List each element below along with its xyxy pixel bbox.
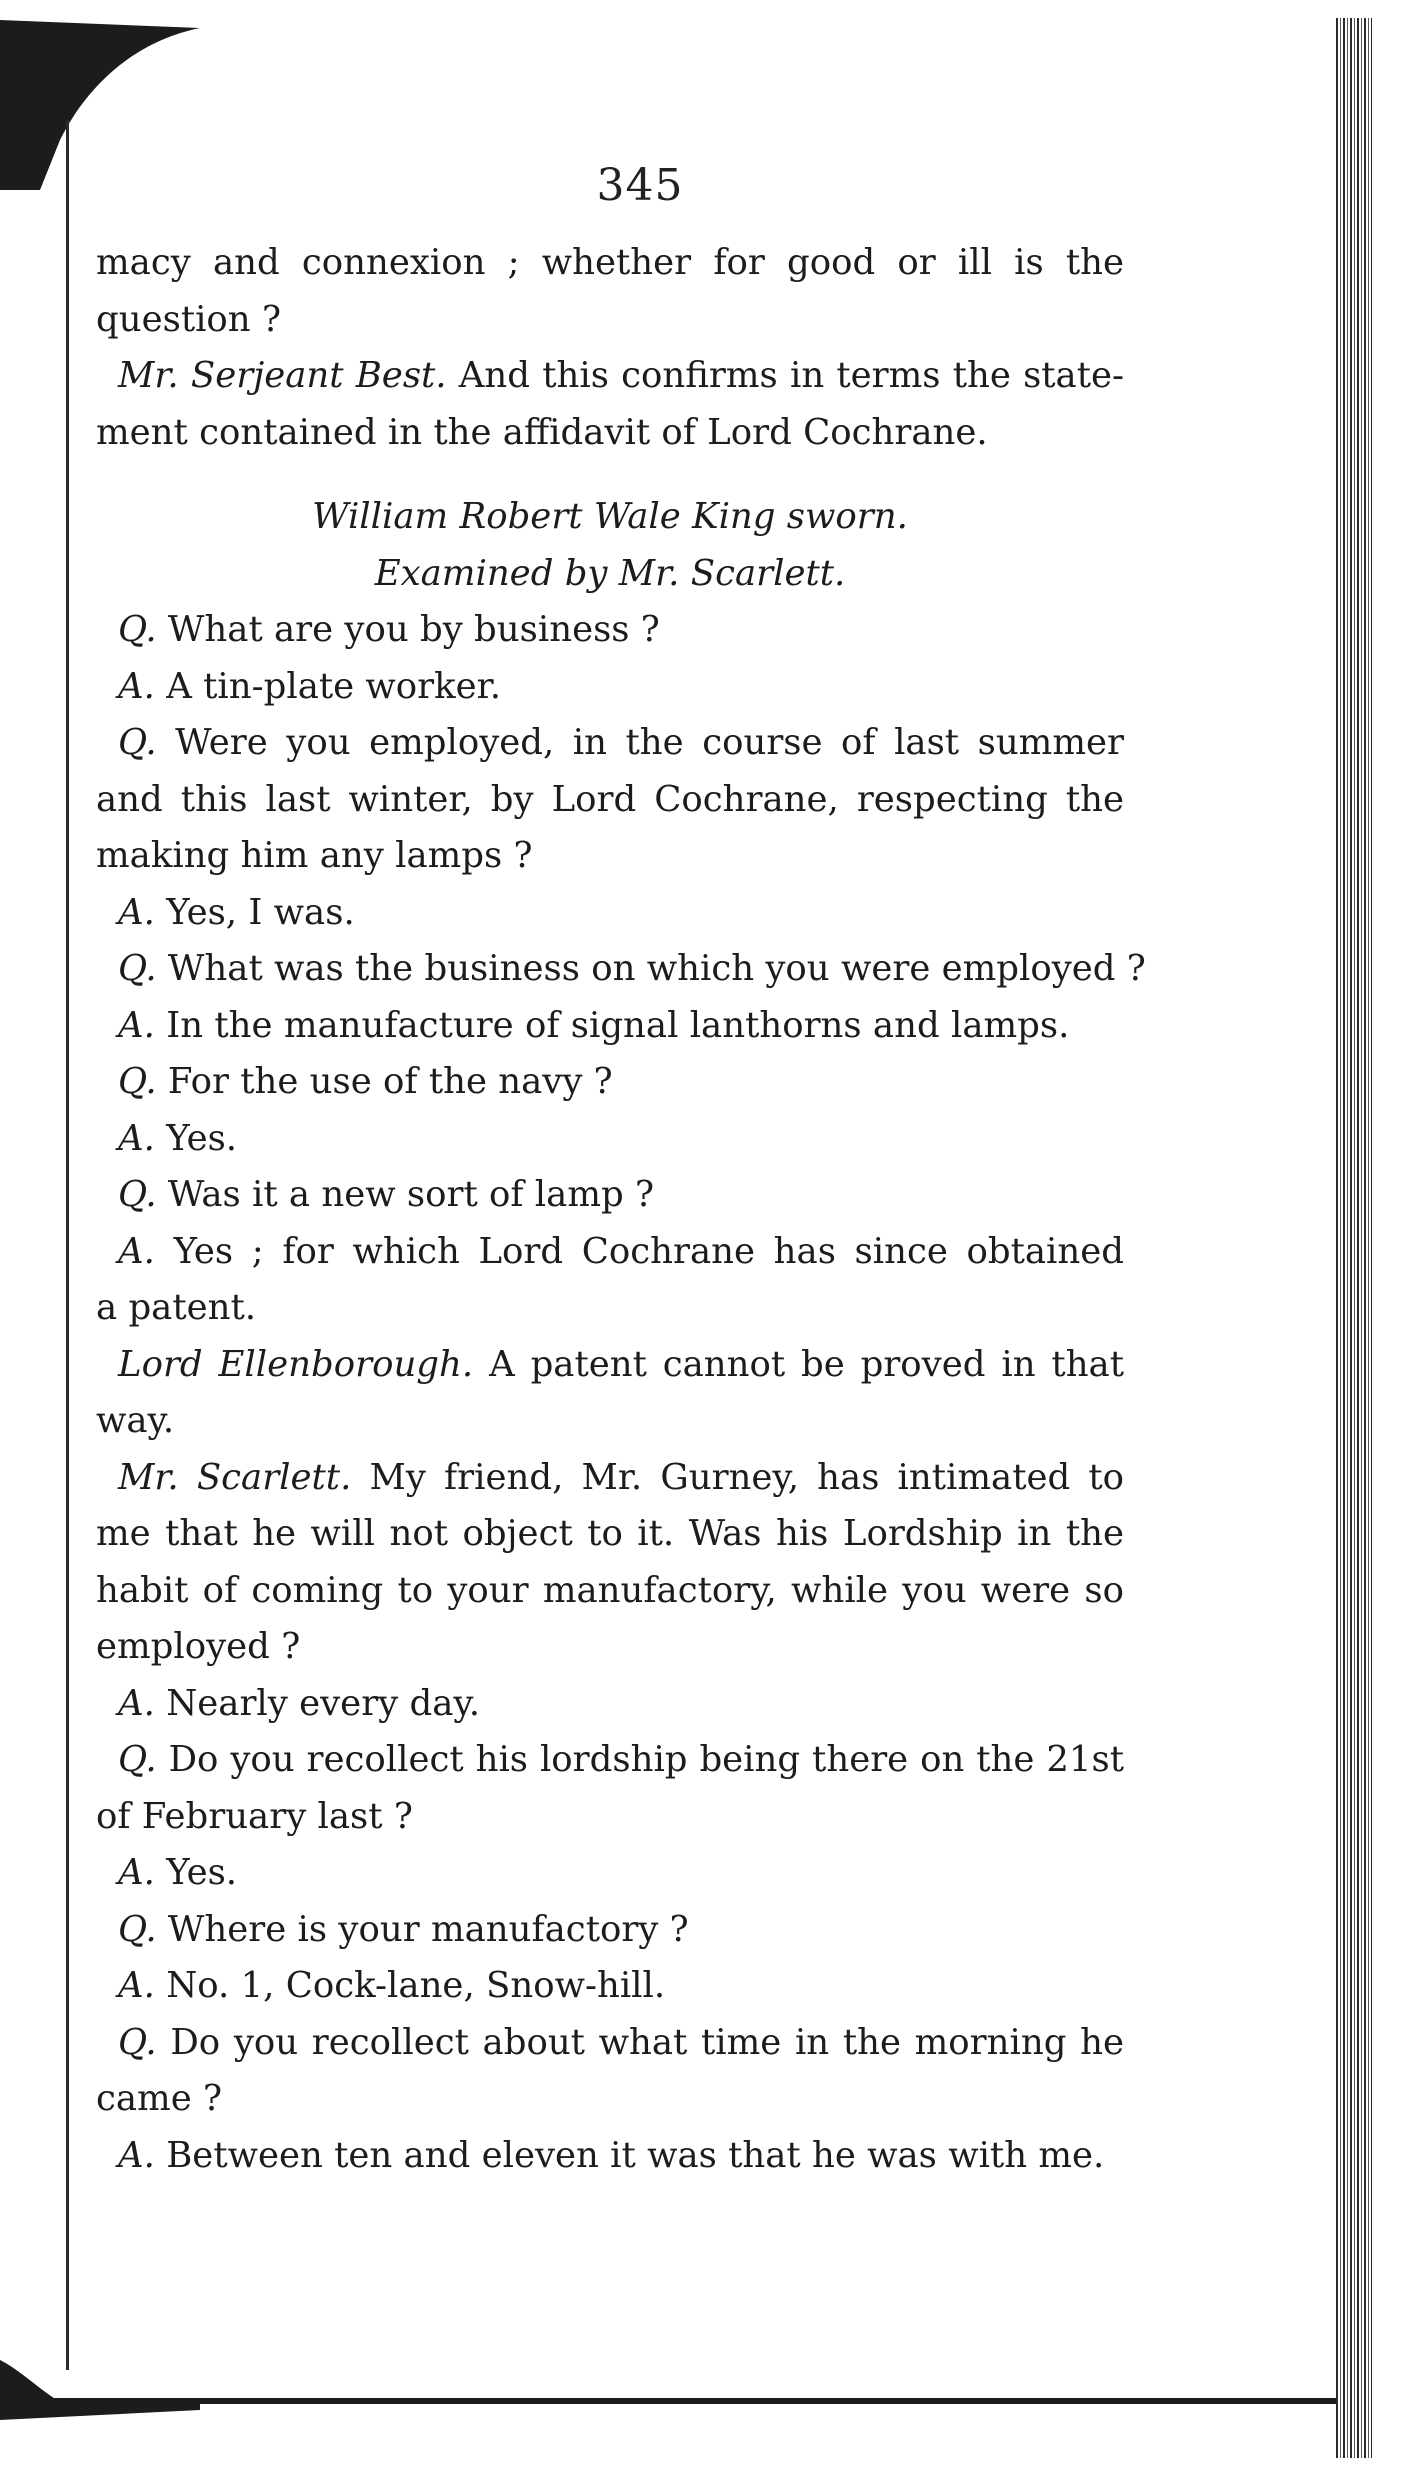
speaker-line (96, 1337, 1124, 1394)
qa-label: A. (118, 891, 155, 933)
qa-line (96, 941, 1146, 998)
qa-line (96, 1958, 1124, 2015)
line-text: macy and connexion ; whether for good or ill is the (96, 242, 1124, 283)
qa-line (96, 715, 1124, 772)
line-text: Yes. (166, 1117, 238, 1159)
line-text: habit of coming to your manufactory, while you were so (96, 1569, 1124, 1611)
page-bottom-edge (40, 2398, 1340, 2404)
line-text: A tin-plate worker. (166, 665, 502, 707)
qa-label: Q. (118, 1061, 157, 1102)
line-text: No. 1, Cock-lane, Snow-hill. (166, 1965, 666, 2006)
qa-label: A. (118, 1965, 155, 2006)
line-text: Were you employed, in the course of last summer (175, 722, 1124, 763)
section-gap (96, 461, 1124, 489)
line-text: me that he will not object to it. Was his Lordship in the (96, 1513, 1124, 1554)
page-body-text (96, 235, 1146, 2184)
qa-label: A. (118, 2134, 155, 2176)
speaker-line (96, 1450, 1124, 1507)
line-text: And this confirms in terms the state- (458, 355, 1124, 396)
section-heading: Examined by Mr. Scarlett. (374, 552, 846, 594)
section-heading: William Robert Wale King sworn. (312, 496, 908, 537)
line-text: Do you recollect his lordship being there on the 21st (168, 1739, 1124, 1780)
line-text: For the use of the navy ? (167, 1061, 613, 1102)
speaker-name: Mr. Serjeant Best. (118, 355, 447, 396)
line-text: employed ? (96, 1626, 301, 1667)
qa-label: A. (118, 1682, 155, 1724)
line-text: Do you recollect about what time in the morning he (170, 2021, 1125, 2063)
text-line (96, 828, 1124, 885)
text-line (96, 772, 1124, 829)
text-line (96, 1506, 1124, 1563)
qa-label: Q. (118, 1174, 157, 1215)
qa-line (96, 1845, 1124, 1902)
qa-label: Q. (118, 609, 157, 650)
qa-line (96, 1167, 1124, 1224)
line-text: Nearly every day. (166, 1682, 481, 1724)
qa-line (96, 885, 1124, 942)
line-text: ment contained in the affidavit of Lord Cochrane. (96, 411, 988, 453)
line-text: In the manufacture of signal lanthorns and lamps. (166, 1004, 1070, 1046)
qa-line (96, 1111, 1124, 1168)
line-text: Yes, I was. (166, 891, 355, 933)
line-text: of February last ? (96, 1795, 413, 1837)
book-binding-edge (1336, 18, 1372, 2458)
qa-label: Q. (118, 722, 157, 763)
text-line (96, 1619, 1124, 1676)
line-text: Yes. (166, 1852, 238, 1893)
line-text: What was the business on which you were employed ? (167, 948, 1146, 989)
speaker-line (96, 348, 1124, 405)
text-line (96, 2071, 1124, 2128)
qa-line (96, 602, 1124, 659)
text-line (96, 292, 1124, 349)
text-line (96, 1789, 1124, 1846)
qa-label: A. (118, 1004, 155, 1046)
qa-label: A. (118, 1852, 155, 1893)
speaker-name: Lord Ellenborough. (118, 1343, 474, 1385)
line-text: a patent. (96, 1287, 257, 1328)
qa-label: A. (118, 1230, 155, 1272)
line-text: question ? (96, 298, 281, 340)
text-line (96, 1393, 1124, 1450)
line-text: My friend, Mr. Gurney, has intimated to (369, 1456, 1124, 1498)
qa-label: Q. (118, 948, 157, 989)
line-text: Was it a new sort of lamp ? (167, 1174, 655, 1215)
qa-label: Q. (118, 2021, 157, 2063)
qa-label: A. (118, 665, 155, 707)
text-line (96, 1563, 1124, 1620)
line-text: and this last winter, by Lord Cochrane, respecting the (96, 778, 1124, 820)
line-text: came ? (96, 2078, 223, 2119)
qa-line (96, 1054, 1124, 1111)
speaker-name: Mr. Scarlett. (118, 1456, 352, 1498)
line-text: A patent cannot be proved in that (489, 1343, 1124, 1385)
qa-line (96, 1224, 1124, 1281)
qa-line (96, 2128, 1124, 2185)
qa-label: Q. (118, 1739, 157, 1780)
line-text: What are you by business ? (167, 609, 660, 650)
page-left-edge (66, 120, 69, 2370)
qa-line (96, 2015, 1124, 2072)
page-corner-shadow-bottom (0, 2350, 200, 2430)
qa-label: A. (118, 1117, 155, 1159)
text-line (96, 1280, 1124, 1337)
line-text: Between ten and eleven it was that he was with me. (166, 2134, 1105, 2176)
line-text: Yes ; for which Lord Cochrane has since obtained (173, 1230, 1124, 1272)
line-text: way. (96, 1400, 175, 1441)
qa-label: Q. (118, 1908, 157, 1950)
qa-line (96, 659, 1124, 716)
qa-line (96, 1676, 1124, 1733)
qa-line (96, 998, 1124, 1055)
line-text: making him any lamps ? (96, 835, 533, 876)
text-line (96, 235, 1124, 292)
page-number: 345 (596, 160, 684, 211)
text-line (96, 405, 1124, 462)
line-text: Where is your manufactory ? (167, 1908, 689, 1950)
qa-line (96, 1902, 1124, 1959)
qa-line (96, 1732, 1124, 1789)
